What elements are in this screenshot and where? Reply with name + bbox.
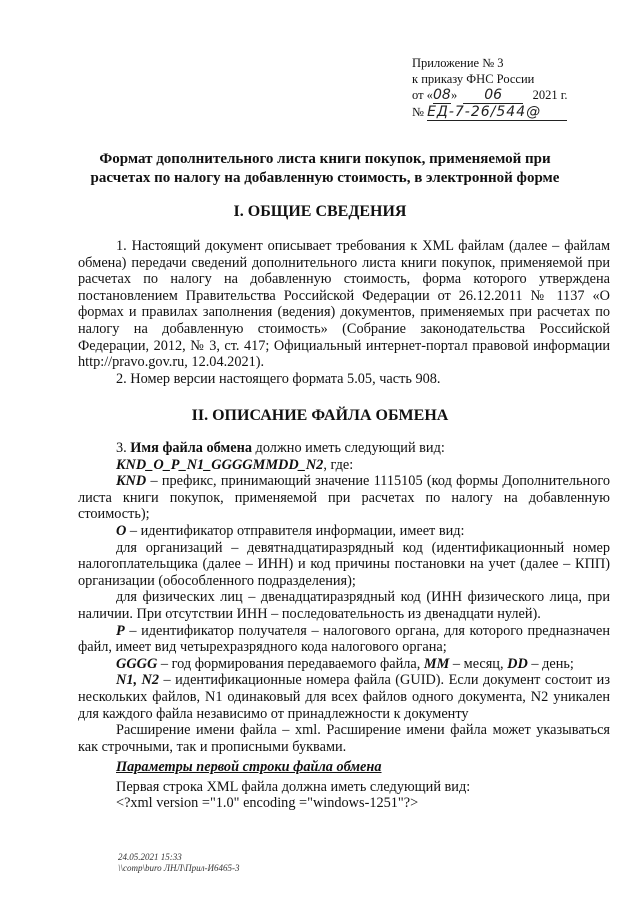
o-definition: O – идентификатор отправителя информации, имеет вид: (116, 522, 465, 539)
xml-declaration: <?xml version ="1.0" encoding ="windows-1251"?> (116, 795, 419, 812)
section-2-body (78, 440, 610, 812)
guid-definition: N1, N2 – идентификационные номера файла (GUID). Если документ состоит из нескольких файлов, N1 одинаковый для всех файлов одного документа, N2 уникален для каждого файла независимо от принадлежности к документу (78, 672, 610, 722)
first-line-params-heading: Параметры первой строки файла обмена (116, 759, 382, 776)
org-definition: для организаций – девятнадцатиразрядный код (идентификационный номер налогоплательщика (далее – ИНН) и код причины постановки на учет (далее – КПП) организации (обособленного подразделения); (78, 539, 610, 589)
first-line-description: Первая строка XML файла должна иметь следующий вид: (116, 778, 471, 795)
paragraph-1: 1. Настоящий документ описывает требования к XML файлам (далее – файлам обмена) передачи сведений дополнительного листа книги покупок, применяемой при расчетах по налогу на добавленную стоимость, форма которого утверждена постановлением Правительства Российской Федерации от 26.12.2011 № 1137 «О формах и правилах заполнения (ведения) документов, применяемых при расчетах по налогу на добавленную стоимость» (Собрание законодательства Российской Федерации, 2012, № 3, ст. 417; Официальный интернет-портал правовой информации http://pravo.gov.ru, 12.04.2021). (78, 238, 610, 371)
appendix-header (412, 55, 568, 121)
paragraph-3: 3. Имя файла обмена должно иметь следующий вид: (116, 440, 445, 456)
document-title: Формат дополнительного листа книги покупок, применяемой при расчетах по налогу на добавленную стоимость, в электронной форме (90, 151, 560, 186)
order-number: № ЕД-7-26/544@ (412, 104, 568, 121)
order-date: от «08» 06 2021 г. (412, 87, 568, 103)
section-1-body (78, 238, 610, 387)
file-footer (118, 852, 240, 874)
p-definition: P – идентификатор получателя – налогового органа, для которого предназначен файл, имеет вид четырехразрядного кода налогового органа; (78, 622, 610, 656)
handwritten-day: 08 (432, 87, 451, 103)
section-1-heading: I. ОБЩИЕ СВЕДЕНИЯ (233, 203, 407, 220)
file-name-pattern: KND_O_P_N1_GGGGMMDD_N2, где: (116, 456, 354, 473)
appendix-number: Приложение № 3 (412, 56, 504, 70)
footer-path: \\comp\buro ЛНЛ\Прил-И6465-3 (118, 863, 240, 873)
handwritten-month: 06 (463, 87, 523, 104)
paragraph-2: 2. Номер версии настоящего формата 5.05, часть 908. (116, 370, 441, 387)
phys-definition: для физических лиц – двенадцатиразрядный код (ИНН физического лица, при наличии. При отсутствии ИНН – последовательность из двенадцати нулей). (78, 589, 610, 622)
footer-timestamp: 24.05.2021 15:33 (118, 852, 182, 862)
knd-definition: KND – префикс, принимающий значение 1115105 (код формы Дополнительного листа книги покупок, применяемой при расчетах по налогу на добавленную стоимость); (78, 473, 610, 523)
order-reference: к приказу ФНС России (412, 72, 535, 86)
section-2-heading: II. ОПИСАНИЕ ФАЙЛА ОБМЕНА (191, 407, 449, 424)
handwritten-number: ЕД-7-26/544@ (427, 104, 567, 121)
extension-definition: Расширение имени файла – xml. Расширение имени файла может указываться как строчными, так и прописными буквами. (78, 722, 610, 755)
date-definition: GGGG – год формирования передаваемого файла, MM – месяц, DD – день; (116, 655, 574, 672)
